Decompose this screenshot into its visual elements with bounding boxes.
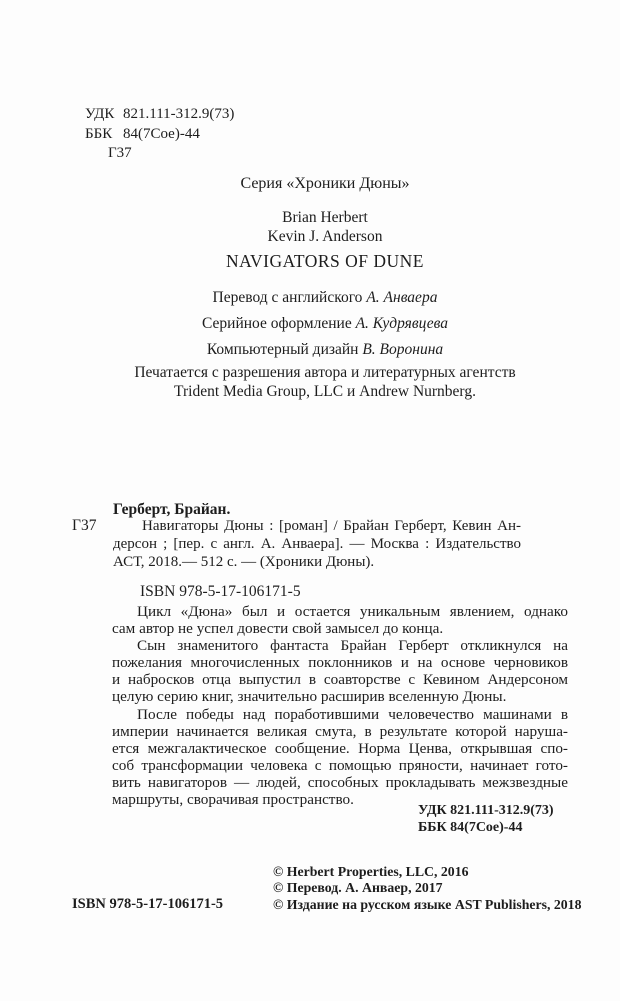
annotation-paragraph [112,706,568,809]
credit-role: Серийное оформление [202,315,356,332]
copyright-line: © Перевод. А. Анваер, 2017 [273,880,443,896]
bottom-codes-block [418,802,554,837]
udk-bold-line: УДК 821.111-312.9(73) [418,803,554,818]
catalog-index-code: Г37 [72,517,97,534]
text-line: После победы над поработившими человечество машинами в [137,705,568,723]
credit-role: Перевод с английского [212,289,367,306]
text-line: соб трансформации человека с помощью пряности, начинает гото- [112,756,568,774]
text-line: Сын знаменитого фантаста Брайан Герберт откликнулся на [137,637,568,655]
catalog-author-heading: Герберт, Брайан. [113,501,231,518]
permission-note [70,364,580,401]
credit-name: А. Кудрявцева [355,315,448,332]
annotation-block [112,603,568,808]
bbk-value: 84(7Сое)-44 [123,125,200,142]
author-sign: Г37 [108,145,132,161]
series-design-credit [70,316,580,332]
text-line: маршруты, сворачивая пространство. [112,791,354,809]
copyright-line: © Herbert Properties, LLC, 2016 [273,864,469,879]
text-line: Навигаторы Дюны : [роман] / Брайан Герберт, Кевин Ан- [142,518,521,534]
text-line: сам автор не успел довести свой замысел до конца. [112,620,444,638]
bbk-label: ББК [85,125,113,142]
text-line: ется межгалактическое сообщение. Норма Ценва, открывшая спо- [112,739,568,757]
catalog-description [113,517,521,572]
top-codes-block [85,105,234,164]
text-line: империи начинается великая смута, в результате которой наруша- [112,722,568,740]
credits-block [70,290,580,368]
udk-label: УДК [85,106,115,122]
catalog-isbn: ISBN 978-5-17-106171-5 [140,583,301,600]
udk-value: 821.111-312.9(73) [123,106,235,122]
udk-line [85,105,234,125]
original-title: NAVIGATORS OF DUNE [226,251,424,271]
credit-role: Компьютерный дизайн [206,341,363,358]
bbk-bold-line: ББК 84(7Сое)-44 [418,820,523,836]
computer-design-credit [70,342,580,358]
text-line: АСТ, 2018.— 512 с. — (Хроники Дюны). [113,554,375,571]
credit-name: А. Анваера [366,289,438,306]
copyright-line: © Издание на русском языке AST Publishers, 2018 [273,896,582,912]
authors-block [70,209,580,246]
annotation-paragraph [112,637,568,705]
text-line: и набросков отца выпустил в соавторстве с Кевином Андерсоном [112,671,568,689]
author-name: Brian Herbert [282,209,368,226]
series-title: Серия «Хроники Дюны» [240,175,410,192]
copyright-block [273,864,581,913]
text-line: пожелания многочисленных поклонников и на основе черновиков [112,654,568,672]
text-line: целую серию книг, значительно расширив вселенную Дюны. [112,688,507,706]
permission-line: Печатается с разрешения автора и литературных агентств [134,364,516,381]
credit-name: В. Воронина [362,341,444,358]
bbk-line [85,125,234,145]
annotation-paragraph [112,603,568,637]
footer-isbn: ISBN 978-5-17-106171-5 [72,896,224,912]
text-line: вить навигаторов — людей, способных прокладывать межзвездные [112,773,568,791]
permission-line: Trident Media Group, LLC и Andrew Nurnberg. [174,382,476,400]
text-line: дерсон ; [пер. с англ. А. Анваера]. — Москва : Издательство [113,536,521,553]
translation-credit [70,290,580,306]
author-name: Kevin J. Anderson [267,227,383,245]
text-line: Цикл «Дюна» был и остается уникальным явлением, однако [137,603,568,620]
